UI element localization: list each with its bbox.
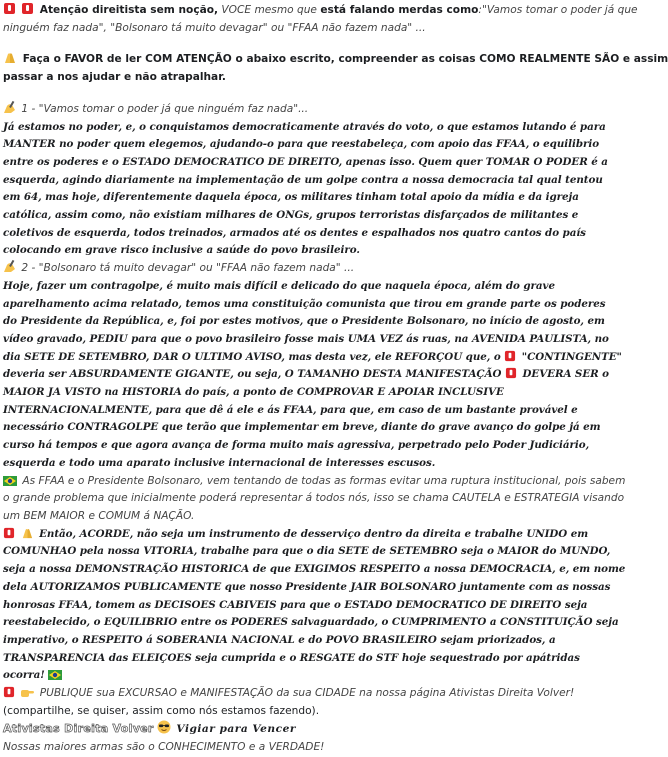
intro-bold: está falando merdas como [320, 4, 479, 16]
acorde-line: imperativo, o RESPEITO á SOBERANIA NACIONAL e do POVO BRASILEIRO sejam priorizados, a [3, 633, 556, 646]
point2-heading: 2 - "Bolsonaro tá muito devagar" ou "FFAA não fazem nada" ... [3, 260, 597, 278]
point1-line: Já estamos no poder, e, o conquistamos democraticamente através do voto, o que estamos lutando é para [3, 120, 606, 133]
brazil-flag-icon [3, 476, 17, 486]
sunglasses-face-icon [157, 720, 171, 734]
rotating-light-icon [3, 686, 15, 698]
point2-line: esquerda e todo uma aparato inclusive internacional de interesses escusos. [3, 456, 436, 469]
writing-hand-icon [3, 260, 16, 273]
point2-line: deveria ser ABSURDAMENTE GIGANTE, ou seja, O TAMANHO DESTA MANIFESTAÇÃO DEVERA SER o [3, 368, 609, 381]
point1-line: coletivos de esquerda, todos treinados, armados até os dentes e espalhados nos quatro cantos do país [3, 226, 586, 239]
point2-line: do Presidente da República, e, foi por estes motivos, que o Presidente Bolsonaro, no início de agosto, em [3, 315, 605, 328]
brazil-flag-icon [48, 670, 62, 680]
acorde-last: ocorra! [3, 667, 597, 685]
closing-line: Nossas maiores armas são o CONHECIMENTO e a VERDADE! [3, 741, 325, 754]
folded-hands-icon [3, 51, 17, 64]
writing-hand-icon [3, 101, 16, 114]
pointing-hand-icon [20, 687, 34, 698]
acorde-line: reestabelecido, o EQUILIBRIO entre os PODERES salvaguardado, o CUMPRIMENTO a CONSTITUIÇÃO seja [3, 616, 619, 629]
point2-line: INTERNACIONALMENTE, para que dê á ele e ás FFAA, para que, em caso de um bastante provável e [3, 403, 578, 416]
point1-body [3, 119, 608, 261]
intro-mid: VOCE mesmo que [218, 4, 321, 16]
intro-lead: Atenção direitista sem noção, [39, 4, 219, 16]
intro-line-1 [3, 2, 638, 20]
publique-line-2: (compartilhe, se quiser, assim como nós estamos fazendo). [3, 704, 320, 717]
intro-line-2: ninguém faz nada", "Bolsonaro tá muito devagar" ou "FFAA não fazem nada" ... [3, 21, 426, 34]
rotating-light-icon [505, 367, 517, 379]
acorde-line-1: Então, ACORDE, não seja um instrumento de desserviço dentro da direita e trabalhe UNIDO em [3, 526, 597, 544]
rotating-light-icon [21, 2, 34, 15]
favor-line-1: Faça o FAVOR de ler COM ATENÇÃO o abaixo escrito, compreender as coisas COMO REALMENTE SÃO e assim [3, 51, 597, 69]
signature-motto: Vigiar para Vencer [176, 723, 296, 736]
point2-body [3, 278, 622, 473]
point1-line: entre os poderes e o ESTADO DEMOCRATICO DE DIREITO, apenas isso. Quem quer TOMAR O PODER é a [3, 155, 608, 168]
favor-line-2: passar a nos ajudar e não atrapalhar. [3, 71, 226, 84]
point2-line: vídeo gravado, PEDIU para que o povo brasileiro fosse mais UMA VEZ ás ruas, na AVENIDA PAULISTA, no [3, 332, 609, 345]
point1-line: em 64, mas hoje, diferentemente daquela época, os militares tinham total apoio da mídia e da igreja [3, 191, 579, 204]
acorde-line: honrosas FFAA, tomem as DECISOES CABIVEIS para que o ESTADO DEMOCRATICO DE DIREITO seja [3, 598, 588, 611]
point2-line: aparelhamento acima relatado, temos uma constituição comunista que tirou em grande parte os poderes [3, 297, 606, 310]
point2-line: dia SETE DE SETEMBRO, DAR O ULTIMO AVISO, mas desta vez, ele REFORÇOU que, o "CONTINGENTE" [3, 350, 622, 363]
acorde-line: COMUNHAO pela nossa VITORIA, trabalhe para que o dia SETE de SETEMBRO seja o MAIOR do MUNDO, [3, 545, 611, 558]
signature [3, 720, 597, 739]
ffaa-line-1: As FFAA e o Presidente Bolsonaro, vem tentando de todas as formas evitar uma ruptura institucional, pois sabem [3, 473, 597, 491]
signature-name: Ativistas Direita Volver [3, 722, 154, 736]
point1-heading: 1 - "Vamos tomar o poder já que ninguém faz nada"... [3, 101, 597, 119]
rotating-light-icon [504, 350, 516, 362]
ffaa-line-3: um BEM MAIOR e COMUM á NAÇÃO. [3, 509, 195, 522]
point1-line: MANTER no poder quem elegemos, ajudando-o para que reestabeleça, com apoio das FFAA, o equilibrio [3, 138, 600, 151]
point2-line: Hoje, fazer um contragolpe, é muito mais difícil e delicado do que naquela época, além do grave [3, 279, 555, 292]
acorde-line: dela AUTORIZAMOS PUBLICAMENTE que nosso Presidente JAIR BOLSONARO juntamente com as nossas [3, 580, 611, 593]
point2-line: curso há tempos e que agora avança de forma muito mais agressiva, perpetrado pelo Poder Judiciário, [3, 439, 590, 452]
point2-line: necessário CONTRAGOLPE que terão que implementar em breve, diante do grave avanço do golpe já em [3, 421, 601, 434]
rotating-light-icon [3, 2, 16, 15]
intro-quote-1: :"Vamos tomar o poder já que [478, 4, 638, 16]
acorde-line: TRANSPARENCIA das ELEIÇOES seja cumprida e o RESGATE do STF hoje sequestrado por apátridas [3, 651, 580, 664]
folded-hands-icon [21, 527, 34, 539]
publique-line-1: PUBLIQUE sua EXCURSAO e MANIFESTAÇÃO da sua CIDADE na nossa página Ativistas Direita Volver! [3, 685, 597, 703]
acorde-line: seja a nossa DEMONSTRAÇÃO HISTORICA de que EXIGIMOS RESPEITO a nossa DEMOCRACIA, e, em nome [3, 563, 626, 576]
ffaa-line-2: o grande problema que inicialmente poderá representar á todos nós, isso se chama CAUTELA e ESTRATEGIA visando [3, 492, 625, 505]
point1-line: esquerda, agindo diariamente na implementação de um golpe contra a nossa democracia tal qual tentou [3, 173, 603, 186]
point1-line: colocando em grave risco inclusive a saúde do povo brasileiro. [3, 244, 360, 257]
rotating-light-icon [3, 527, 15, 539]
point1-line: católica, assim como, não existiam milhares de ONGs, grupos terroristas disfarçados de militantes e [3, 209, 579, 222]
point2-line: MAIOR JA VISTO na HISTORIA do país, a ponto de COMPROVAR E APOIAR INCLUSIVE [3, 386, 504, 399]
